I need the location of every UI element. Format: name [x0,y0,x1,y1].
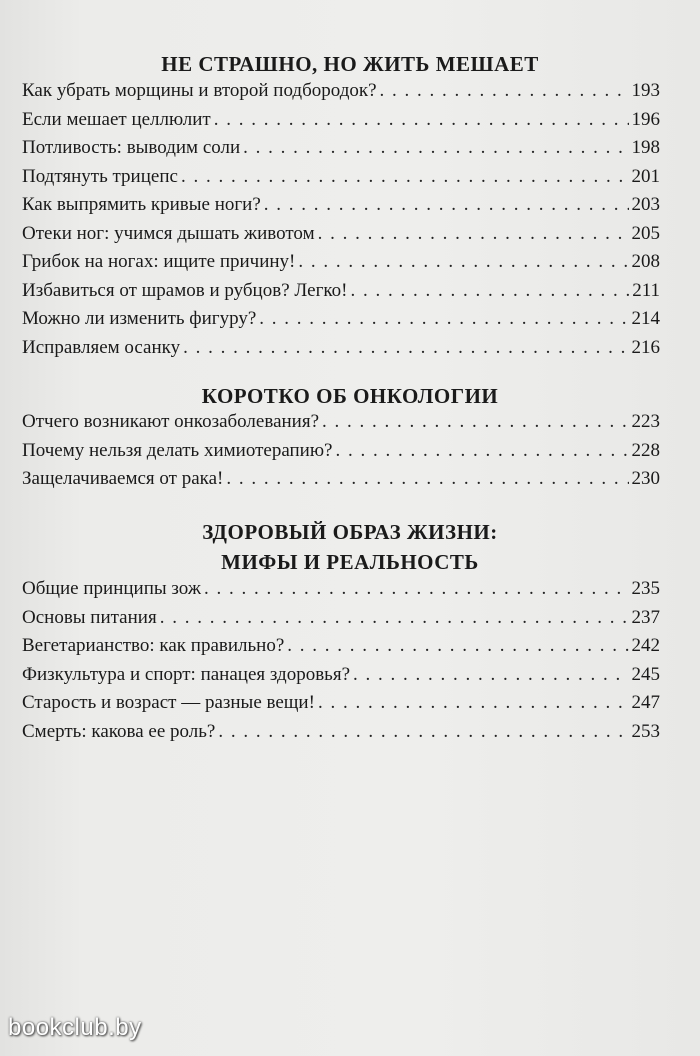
toc-entry-page: 242 [631,635,660,656]
toc-entry-title: Защелачиваемся от рака! [22,468,224,489]
toc-entry [22,468,660,497]
toc-entry-title: Общие принципы зож [22,578,201,599]
toc-entry-title: Отеки ног: учимся дышать животом [22,222,315,244]
dot-leader [204,578,629,600]
toc-entry-title: Грибок на ногах: ищите причину! [22,251,296,272]
toc-entry-page: 203 [631,194,660,215]
toc-entry-title: Отчего возникают онкозаболевания? [22,411,320,432]
toc-list [22,578,660,749]
dot-leader [160,607,629,629]
toc-entry-page: 223 [631,411,660,432]
toc-entry-title: Избавиться от шрамов и рубцов? Легко! [22,279,348,301]
dot-leader [183,337,628,359]
toc-entry [22,251,660,280]
toc-entry-page: 228 [631,439,660,461]
dot-leader [318,223,629,245]
section-heading: КОРОТКО ОБ ОНКОЛОГИИ [201,384,499,408]
toc-entry-title: Можно ли изменить фигуру? [22,308,257,329]
toc-entry-page: 208 [631,251,660,272]
toc-entry [22,664,660,693]
dot-leader [298,251,628,273]
toc-entry [22,721,660,750]
toc-entry-title: Основы питания [22,606,157,628]
toc-entry-page: 211 [632,279,660,301]
dot-leader [318,692,629,714]
toc-entry-page: 235 [631,578,660,599]
toc-entry [22,109,660,138]
toc-entry [22,80,660,109]
toc-entry [22,137,660,166]
toc-entry-page: 230 [631,468,660,489]
toc-entry-page: 245 [631,663,660,685]
toc-entry-page: 253 [631,720,660,742]
toc-entry [22,635,660,664]
toc-entry [22,578,660,607]
toc-entry [22,166,660,195]
toc-entry-page: 201 [631,165,660,187]
toc-entry-page: 196 [631,108,660,130]
dot-leader [226,468,628,490]
toc-entry [22,607,660,636]
toc-entry [22,692,660,721]
dot-leader [264,194,629,216]
toc-entry-title: Подтянуть трицепс [22,165,178,187]
toc-entry-page: 214 [631,308,660,329]
toc-entry-page: 193 [631,80,660,101]
toc-entry-page: 205 [631,222,660,244]
dot-leader [259,308,628,330]
section-heading: ЗДОРОВЫЙ ОБРАЗ ЖИЗНИ: [202,520,498,544]
toc-entry [22,223,660,252]
dot-leader [380,80,629,102]
toc-entry-title: Вегетарианство: как правильно? [22,635,285,656]
dot-leader [218,721,628,743]
dot-leader [353,664,628,686]
dot-leader [243,137,628,159]
toc-entry-title: Как убрать морщины и второй подбородок? [22,80,377,101]
toc-entry-title: Если мешает целлюлит [22,108,211,130]
toc-entry [22,194,660,223]
toc-entry [22,411,660,440]
toc-entry [22,440,660,469]
toc-entry-page: 247 [631,692,660,713]
toc-entry-page: 237 [631,606,660,628]
toc-entry [22,337,660,366]
dot-leader [214,109,629,131]
dot-leader [350,280,629,302]
toc-entry-title: Как выпрямить кривые ноги? [22,194,261,215]
toc-entry [22,280,660,309]
toc-entry-title: Старость и возраст — разные вещи! [22,692,315,713]
toc-entry-page: 198 [631,137,660,158]
toc-list [22,80,660,365]
dot-leader [322,411,628,433]
toc-list [22,411,660,497]
toc-entry-title: Потливость: выводим соли [22,137,241,158]
toc-entry-page: 216 [631,336,660,358]
section-heading: НЕ СТРАШНО, НО ЖИТЬ МЕШАЕТ [161,52,539,76]
toc-entry-title: Почему нельзя делать химиотерапию? [22,439,333,461]
section-heading: МИФЫ И РЕАЛЬНОСТЬ [221,550,479,574]
watermark-logo: bookclub.by [8,1014,142,1041]
dot-leader [287,635,628,657]
toc-entry-title: Смерть: какова ее роль? [22,720,216,742]
dot-leader [181,166,629,188]
toc-entry-title: Физкультура и спорт: панацея здоровья? [22,663,351,685]
toc-entry-title: Исправляем осанку [22,336,181,358]
toc-entry [22,308,660,337]
dot-leader [335,440,628,462]
